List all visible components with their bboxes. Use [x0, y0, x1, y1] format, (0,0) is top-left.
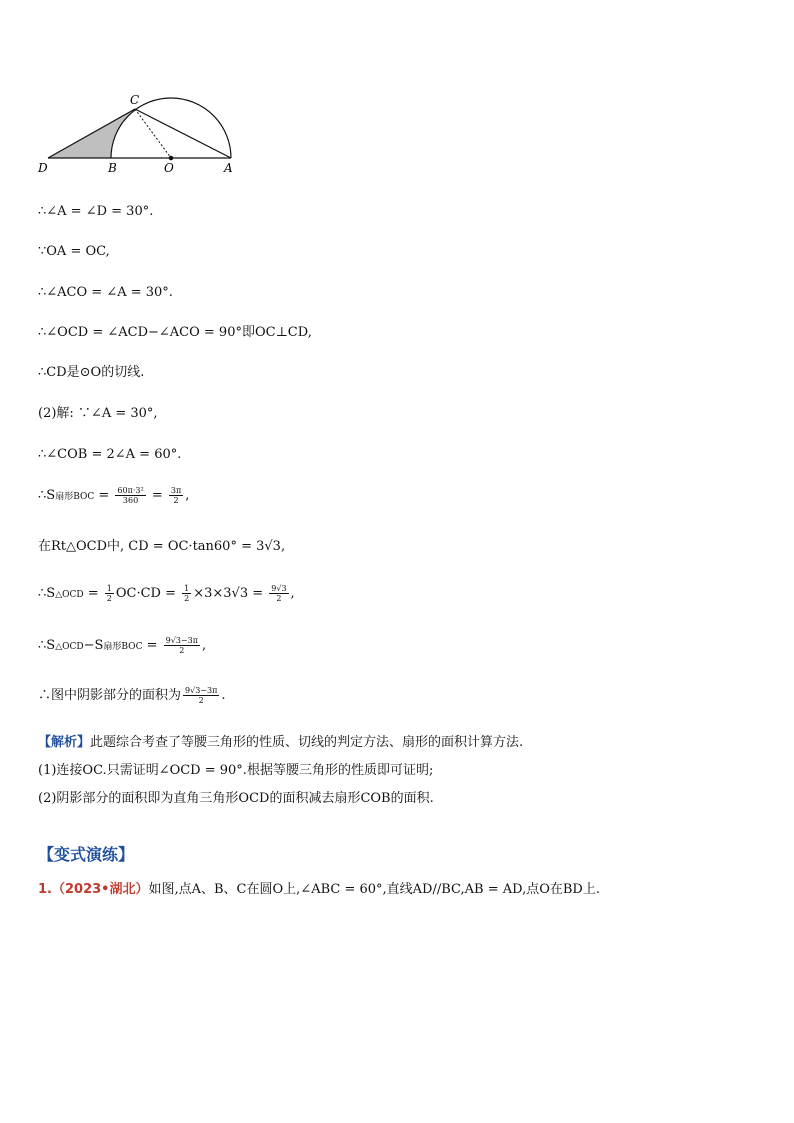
section-title: 【变式演练】 — [38, 845, 135, 864]
fraction-numerator: 1 — [106, 584, 112, 593]
label-C: C — [130, 93, 140, 107]
fraction-numerator: 1 — [184, 584, 190, 593]
sector-subscript: 扇形BOC — [103, 642, 143, 652]
fraction-sector-formula — [115, 486, 145, 505]
fraction-sector-result — [169, 486, 183, 505]
triangle-subscript: △OCD — [55, 590, 84, 600]
part2-line-2: ∴∠COB = 2∠A = 60°. — [38, 447, 182, 462]
analysis-tag: 【解析】 — [38, 735, 91, 750]
fraction-difference-result — [164, 636, 200, 655]
fraction-triangle-result — [269, 584, 288, 603]
eq-sign: = — [83, 586, 103, 601]
fraction-numerator: 9√3 — [271, 584, 287, 593]
problem-number-source: 1.（2023•湖北） — [38, 882, 149, 897]
center-point-O — [169, 156, 174, 161]
fraction-denominator: 2 — [106, 594, 112, 603]
eq-sign: = — [142, 638, 162, 653]
line-CO-dashed — [135, 109, 171, 158]
sector-area-prefix: ∴S — [38, 488, 56, 503]
fraction-denominator: 2 — [184, 594, 190, 603]
part2-line-1: (2)解: ∵∠A = 30°, — [38, 406, 158, 421]
solution-line-1: ∴∠A = ∠D = 30°. — [38, 204, 154, 219]
part2-line-5 — [38, 584, 295, 604]
eq-sign: = — [147, 488, 167, 503]
fraction-shaded-area — [183, 686, 219, 705]
fraction-numerator: 60π·3² — [117, 486, 144, 495]
solution-line-4: ∴∠OCD = ∠ACD−∠ACO = 90°即OC⊥CD, — [38, 325, 312, 340]
analysis-line — [38, 734, 523, 752]
part2-line-4: 在Rt△OCD中, CD = OC·tan60° = 3√3, — [38, 539, 286, 554]
solution-line-3: ∴∠ACO = ∠A = 30°. — [38, 285, 173, 300]
fraction-numerator: 9√3−3π — [165, 636, 198, 645]
fraction-half — [182, 584, 191, 603]
line-CA — [135, 109, 231, 158]
fraction-half — [105, 584, 114, 603]
line-end: , — [201, 638, 207, 653]
triangle-subscript: △OCD — [55, 642, 84, 652]
formula-text: OC·CD = — [115, 586, 181, 601]
label-A: A — [224, 161, 233, 175]
problem-text: 如图,点A、B、C在圆O上,∠ABC = 60°,直线AD//BC,AB = AD,点O在BD上. — [148, 882, 600, 897]
fraction-denominator: 360 — [122, 496, 139, 505]
shaded-area-conclusion: ∴图中阴影部分的面积为 — [38, 688, 182, 703]
fraction-denominator: 2 — [173, 496, 179, 505]
solution-line-5: ∴CD是⊙O的切线. — [38, 365, 145, 380]
label-B: B — [108, 161, 117, 175]
part2-line-6 — [38, 636, 206, 656]
eq-sign: = — [94, 488, 114, 503]
difference-prefix: ∴S — [38, 638, 56, 653]
analysis-point-2: (2)阴影部分的面积即为直角三角形OCD的面积减去扇形COB的面积. — [38, 791, 434, 806]
triangle-area-prefix: ∴S — [38, 586, 56, 601]
fraction-denominator: 2 — [198, 696, 204, 705]
fraction-denominator: 2 — [179, 646, 185, 655]
solution-line-2: ∵OA = OC, — [38, 244, 110, 259]
formula-text: ×3×3√3 = — [193, 586, 268, 601]
sector-subscript: 扇形BOC — [55, 492, 95, 502]
analysis-text: 此题综合考查了等腰三角形的性质、切线的判定方法、扇形的面积计算方法. — [90, 735, 524, 750]
fraction-numerator: 3π — [170, 486, 182, 495]
line-end: . — [221, 688, 226, 703]
geometry-figure — [34, 92, 274, 182]
fraction-denominator: 2 — [276, 594, 282, 603]
label-D: D — [38, 161, 48, 175]
label-O: O — [164, 161, 174, 175]
part2-line-7 — [38, 686, 225, 705]
fraction-numerator: 9√3−3π — [185, 686, 218, 695]
line-end: , — [290, 586, 295, 601]
part2-line-3 — [38, 486, 189, 506]
practice-problem — [38, 878, 600, 897]
minus-s: −S — [83, 638, 104, 653]
analysis-point-1: (1)连接OC.只需证明∠OCD = 90°.根据等腰三角形的性质即可证明; — [38, 763, 434, 778]
line-end: , — [185, 488, 190, 503]
